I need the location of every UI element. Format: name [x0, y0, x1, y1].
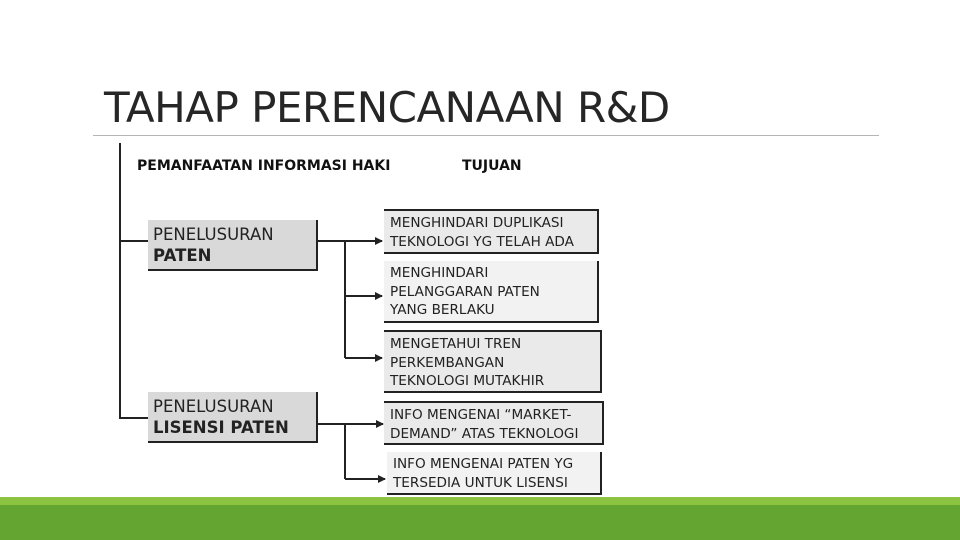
source-box-lisensi-line1: PENELUSURAN — [153, 397, 274, 416]
target-box-4: INFO MENGENAI “MARKET- DEMAND” ATAS TEKNOLOGI — [384, 401, 604, 445]
source-box-paten-line1: PENELUSURAN — [153, 225, 274, 244]
slide-title: TAHAP PERENCANAAN R&D — [104, 83, 670, 132]
target-box-2: MENGHINDARI PELANGGARAN PATEN YANG BERLAKU — [384, 261, 599, 323]
header-left: PEMANFAATAN INFORMASI HAKI — [137, 158, 391, 174]
source-box-paten-line2: PATEN — [153, 246, 212, 265]
source-box-lisensi — [148, 392, 318, 443]
source-box-lisensi-line2: LISENSI PATEN — [153, 418, 289, 437]
target-box-5: INFO MENGENAI PATEN YG TERSEDIA UNTUK LISENSI — [387, 452, 602, 495]
footer-band — [0, 505, 960, 540]
target-box-1: MENGHINDARI DUPLIKASI TEKNOLOGI YG TELAH ADA — [384, 209, 599, 254]
header-right: TUJUAN — [462, 158, 522, 174]
source-box-paten — [148, 220, 318, 271]
target-box-3: MENGETAHUI TREN PERKEMBANGAN TEKNOLOGI MUTAKHIR — [384, 330, 602, 393]
footer-band-light — [0, 497, 960, 505]
